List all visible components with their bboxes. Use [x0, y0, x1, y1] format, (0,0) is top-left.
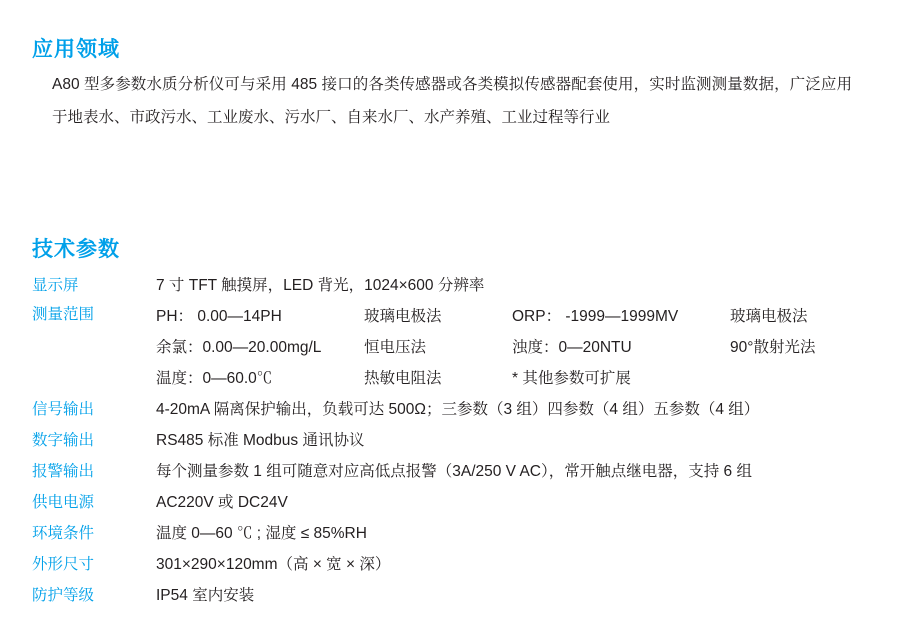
- spec-value-signal-output: 4-20mA 隔离保护输出，负载可达 500Ω；三参数（3 组）四参数（4 组）五参数（4 组）: [156, 400, 760, 418]
- spec-row-alarm-output: [32, 454, 892, 485]
- spec-row-environment: [32, 516, 892, 547]
- measurement-cell: 90°散射光法: [730, 338, 816, 356]
- measurement-cell: 余氯：0.00—20.00mg/L: [156, 338, 322, 356]
- spec-label-measurement-range: 测量范围: [32, 306, 95, 323]
- measurement-cell: ORP： -1999—1999MV: [512, 307, 679, 325]
- spec-label-dimensions: 外形尺寸: [32, 555, 95, 573]
- spec-row-signal-output: [32, 392, 892, 423]
- measurement-row: [156, 330, 892, 361]
- section-title-specs: 技术参数: [32, 238, 120, 261]
- spec-value-power-supply: AC220V 或 DC24V: [156, 493, 288, 511]
- spec-value-digital-output: RS485 标准 Modbus 通讯协议: [156, 431, 365, 449]
- spec-label-environment: 环境条件: [32, 524, 95, 542]
- spec-label-digital-output: 数字输出: [32, 431, 95, 449]
- spec-row-digital-output: [32, 423, 892, 454]
- measurement-cell: 温度：0—60.0℃: [156, 369, 273, 387]
- spec-label-display: 显示屏: [32, 276, 79, 294]
- measurement-cell: 玻璃电极法: [364, 307, 442, 325]
- spec-label-power-supply: 供电电源: [32, 493, 95, 511]
- application-body-text: A80 型多参数水质分析仪可与采用 485 接口的各类传感器或各类模拟传感器配套使用，实时监测测量数据，广泛应用于地表水、市政污水、工业废水、污水厂、自来水厂、水产养殖、工业过程等行业: [52, 76, 852, 126]
- spec-label-signal-output: 信号输出: [32, 400, 95, 418]
- measurement-cell: 热敏电阻法: [364, 369, 442, 387]
- spec-value-environment: 温度 0—60 ℃ ; 湿度 ≤ 85%RH: [156, 524, 367, 542]
- measurement-cell: 恒电压法: [364, 338, 427, 356]
- spec-label-protection-level: 防护等级: [32, 586, 95, 604]
- spec-row-protection-level: [32, 578, 892, 609]
- spec-table: [32, 268, 892, 609]
- spec-value-protection-level: IP54 室内安装: [156, 586, 255, 604]
- spec-row-dimensions: [32, 547, 892, 578]
- spec-value-alarm-output: 每个测量参数 1 组可随意对应高低点报警（3A/250 V AC），常开触点继电器，支持 6 组: [156, 462, 752, 480]
- spec-row-display: [32, 268, 892, 299]
- spec-value-display: 7 寸 TFT 触摸屏，LED 背光，1024×600 分辨率: [156, 276, 485, 294]
- spec-row-measurement-range: [32, 299, 892, 392]
- measurement-cell: 玻璃电极法: [730, 307, 808, 325]
- measurement-cell: PH： 0.00—14PH: [156, 307, 282, 325]
- measurement-row: [156, 361, 892, 392]
- measurement-cell: 浊度：0—20NTU: [512, 338, 632, 356]
- measurement-cell: * 其他参数可扩展: [512, 369, 631, 387]
- section-title-application: 应用领域: [32, 38, 120, 61]
- spec-value-dimensions: 301×290×120mm（高 × 宽 × 深）: [156, 555, 391, 573]
- measurement-grid: [144, 299, 892, 392]
- measurement-row: [156, 299, 892, 330]
- spec-row-power-supply: [32, 485, 892, 516]
- spec-label-alarm-output: 报警输出: [32, 462, 95, 480]
